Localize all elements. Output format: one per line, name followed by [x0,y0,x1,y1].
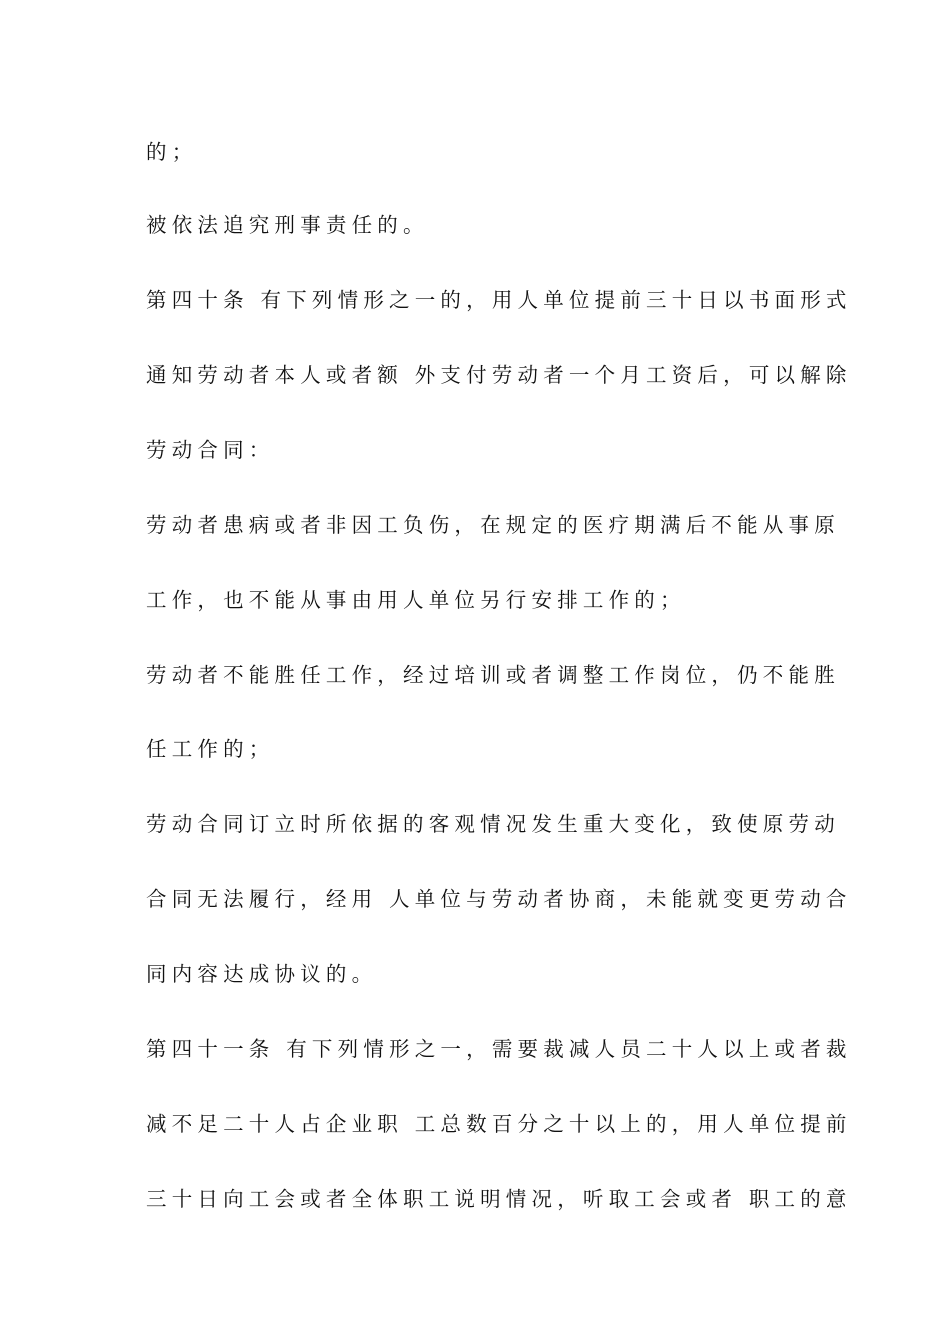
text-line: 劳动者不能胜任工作，经过培训或者调整工作岗位，仍不能胜 [146,663,840,687]
text-line: 的； [146,140,198,164]
text-line: 第四十一条 有下列情形之一，需要裁减人员二十人以上或者裁 [146,1037,852,1061]
text-line: 同内容达成协议的。 [146,962,378,986]
text-line: 第四十条 有下列情形之一的，用人单位提前三十日以书面形式 [146,288,852,312]
text-line: 减不足二十人占企业职 工总数百分之十以上的，用人单位提前 [146,1112,852,1136]
text-line: 工作，也不能从事由用人单位另行安排工作的； [146,588,686,612]
text-line: 通知劳动者本人或者额 外支付劳动者一个月工资后，可以解除 [146,363,852,387]
text-line: 合同无法履行，经用 人单位与劳动者协商，未能就变更劳动合 [146,887,852,911]
text-line: 任工作的； [146,737,275,761]
text-line: 被依法追究刑事责任的。 [146,213,429,237]
text-line: 劳动合同订立时所依据的客观情况发生重大变化，致使原劳动 [146,812,840,836]
text-line: 劳动者患病或者非因工负伤，在规定的医疗期满后不能从事原 [146,513,840,537]
text-line: 三十日向工会或者全体职工说明情况，听取工会或者 职工的意 [146,1187,852,1211]
text-line: 劳动合同： [146,438,275,462]
